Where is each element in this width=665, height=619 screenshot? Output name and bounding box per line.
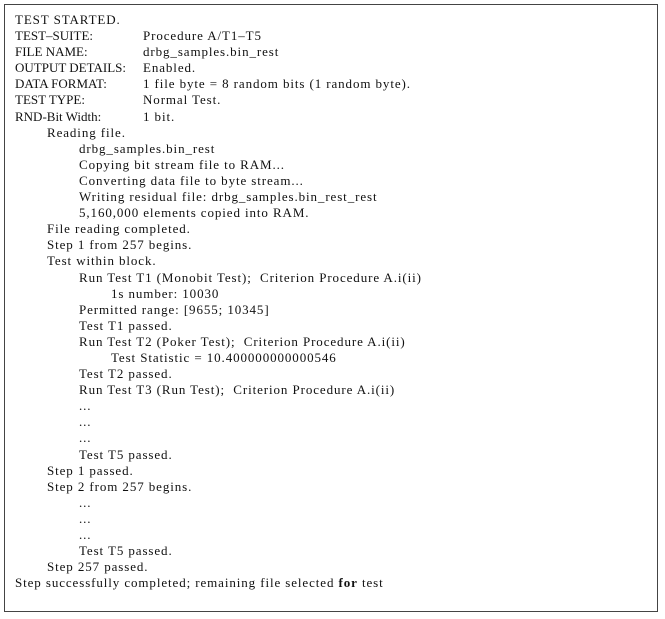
header-line bbox=[15, 92, 651, 108]
log-line: Copying bit stream file to RAM... bbox=[79, 156, 285, 172]
header-label: OUTPUT DETAILS: bbox=[15, 60, 127, 76]
final-line bbox=[15, 575, 651, 591]
header-label: TEST STARTED. bbox=[15, 12, 121, 27]
header-label: DATA FORMAT: bbox=[15, 76, 107, 92]
log-line: Step 1 passed. bbox=[47, 462, 134, 478]
log-line: Test T5 passed. bbox=[79, 543, 173, 559]
log-line: ... bbox=[79, 527, 92, 542]
log-line: ... bbox=[79, 398, 92, 414]
header-line bbox=[15, 60, 651, 76]
log-line: 1s number: 10030 bbox=[111, 285, 220, 301]
header-value: Enabled. bbox=[143, 60, 197, 76]
log-line: ... bbox=[79, 430, 92, 446]
log-line: Test T1 passed. bbox=[79, 317, 173, 333]
header-value: Normal Test. bbox=[143, 92, 222, 108]
test-log-listing bbox=[15, 12, 651, 591]
header-line bbox=[15, 12, 651, 28]
log-line: Converting data file to byte stream... bbox=[79, 172, 304, 188]
header-line bbox=[15, 44, 651, 60]
log-line: Test T2 passed. bbox=[79, 366, 173, 382]
header-label: TEST TYPE: bbox=[15, 92, 85, 108]
final-text: Step successfully completed; remaining file selected bbox=[15, 575, 339, 591]
log-line: drbg_samples.bin_rest bbox=[79, 140, 216, 156]
log-line: Run Test T3 (Run Test); Criterion Procedure A.i(ii) bbox=[79, 382, 396, 398]
header-value: 1 file byte = 8 random bits (1 random byte). bbox=[143, 76, 411, 92]
final-text-end: test bbox=[357, 575, 384, 591]
log-line: ... bbox=[79, 510, 92, 526]
log-line: File reading completed. bbox=[47, 221, 191, 237]
log-line: Reading file. bbox=[47, 124, 126, 140]
header-line bbox=[15, 28, 651, 44]
log-line: Test T5 passed. bbox=[79, 446, 173, 462]
header-line bbox=[15, 76, 651, 92]
header-label: RND-Bit Width: bbox=[15, 108, 102, 124]
log-line: Step 1 from 257 begins. bbox=[47, 237, 193, 253]
header-label: TEST–SUITE: bbox=[15, 28, 93, 44]
header-value: drbg_samples.bin_rest bbox=[143, 44, 280, 60]
keyword-for: for bbox=[338, 575, 358, 591]
header-value: Procedure A/T1–T5 bbox=[143, 28, 262, 44]
header-value: 1 bit. bbox=[143, 108, 176, 124]
log-line: 5,160,000 elements copied into RAM. bbox=[79, 205, 310, 221]
log-line: Step 2 from 257 begins. bbox=[47, 478, 193, 494]
listing-frame bbox=[4, 4, 658, 612]
log-line: Run Test T2 (Poker Test); Criterion Procedure A.i(ii) bbox=[79, 333, 406, 349]
log-line: ... bbox=[79, 494, 92, 510]
log-line: Test within block. bbox=[47, 253, 157, 269]
log-line: Permitted range: [9655; 10345] bbox=[79, 301, 270, 317]
log-line: Step 257 passed. bbox=[47, 559, 149, 575]
log-line: Writing residual file: drbg_samples.bin_rest_rest bbox=[79, 189, 378, 205]
log-line: Test Statistic = 10.400000000000546 bbox=[111, 349, 337, 365]
log-line: Run Test T1 (Monobit Test); Criterion Procedure A.i(ii) bbox=[79, 269, 422, 285]
header-label: FILE NAME: bbox=[15, 44, 88, 60]
header-line bbox=[15, 109, 651, 125]
log-line: ... bbox=[79, 414, 92, 430]
